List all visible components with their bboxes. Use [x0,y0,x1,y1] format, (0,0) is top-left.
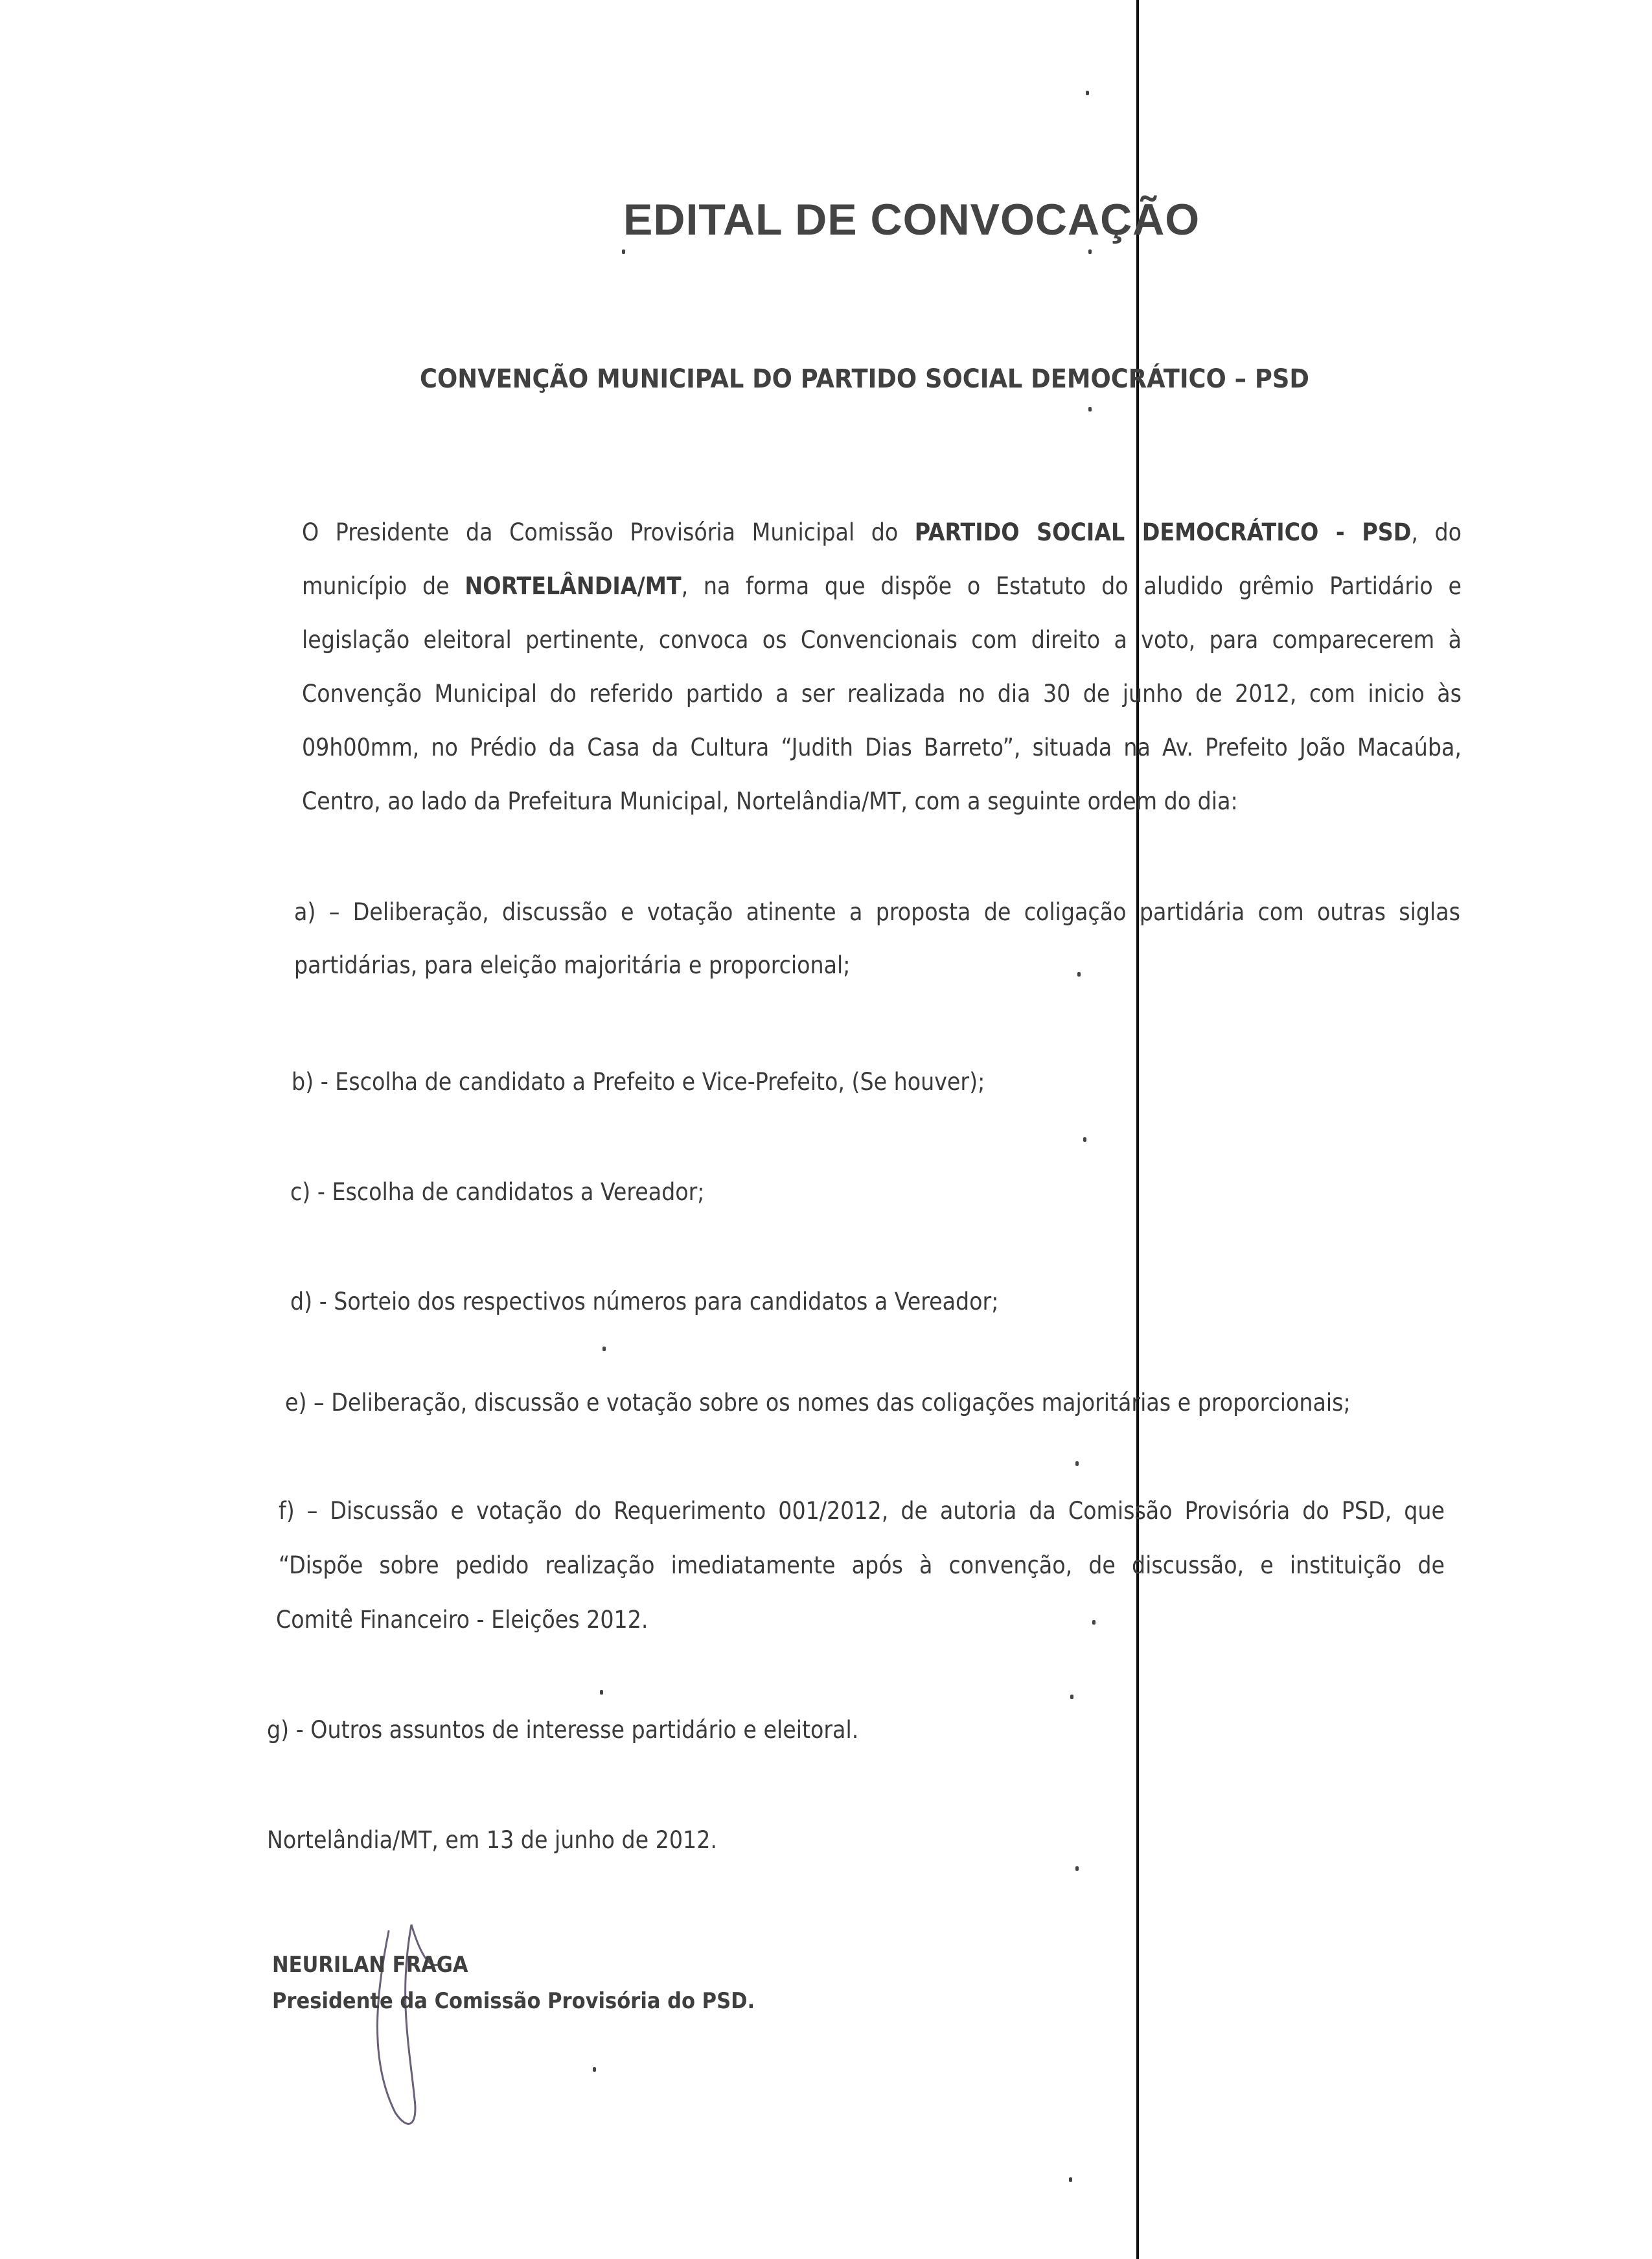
agenda-line: e) – Deliberação, discussão e votação sobre os nomes das coligações majoritárias e proporcionais; [285,1389,1351,1417]
agenda-line: partidárias, para eleição majoritária e proporcional; [294,951,851,979]
agenda-line: d) - Sorteio dos respectivos números para candidatos a Vereador; [290,1288,999,1315]
text-segment: , na forma que dispõe o Estatuto do aludido grêmio Partidário e [681,572,1462,600]
scan-speck [622,249,625,254]
scan-speck [1077,972,1081,977]
paragraph-line: legislação eleitoral pertinente, convoca os Convencionais com direito a voto, para comparecerem à [302,626,1462,654]
scan-speck [1075,1461,1079,1466]
agenda-line: g) - Outros assuntos de interesse partidário e eleitoral. [267,1716,859,1744]
scan-speck [1083,1137,1086,1142]
document-title: EDITAL DE CONVOCAÇÃO [623,195,1200,244]
paragraph-line: Centro, ao lado da Prefeitura Municipal, Nortelândia/MT, com a seguinte ordem do dia: [302,787,1238,815]
text-segment: O Presidente da Comissão Provisória Municipal do [302,518,915,546]
scan-speck [1086,91,1089,95]
handwritten-signature [350,1918,492,2138]
scan-speck [1069,2177,1072,2182]
text-segment: município de [302,572,465,600]
scan-speck [1092,1620,1096,1625]
scan-speck [1088,249,1092,254]
paragraph-line: Convenção Municipal do referido partido a ser realizada no dia 30 de junho de 2012, com inicio às [302,680,1462,708]
agenda-line: f) – Discussão e votação do Requerimento 001/2012, de autoria da Comissão Provisória do PSD, que [279,1497,1445,1525]
agenda-line: a) – Deliberação, discussão e votação atinente a proposta de coligação partidária com outras siglas [294,898,1460,926]
scan-speck [593,2067,596,2072]
agenda-line: Comitê Financeiro - Eleições 2012. [276,1606,648,1634]
scan-speck [1075,1866,1079,1871]
agenda-line: “Dispõe sobre pedido realização imediatamente após à convenção, de discussão, e instituição de [279,1551,1445,1579]
text-segment: , do [1411,518,1462,546]
signatory-role: Presidente da Comissão Provisória do PSD. [272,1988,755,2014]
party-name: PARTIDO SOCIAL DEMOCRÁTICO - PSD [914,518,1412,546]
municipality-name: NORTELÂNDIA/MT [465,572,682,600]
paragraph-line: 09h00mm, no Prédio da Casa da Cultura “Judith Dias Barreto”, situada na Av. Prefeito João Macaúba, [302,734,1462,761]
scan-artifact-vertical-line [1136,0,1139,2259]
paragraph-line [302,518,1462,546]
scan-speck [1088,407,1092,411]
agenda-line: c) - Escolha de candidatos a Vereador; [290,1178,705,1206]
paragraph-line [302,572,1462,600]
document-subtitle: CONVENÇÃO MUNICIPAL DO PARTIDO SOCIAL DEMOCRÁTICO – PSD [420,364,1309,394]
scan-speck [600,1690,603,1695]
signatory-name: NEURILAN FRAGA [272,1952,468,1978]
scan-speck [602,1347,606,1351]
scan-speck [1070,1695,1073,1699]
place-and-date: Nortelândia/MT, em 13 de junho de 2012. [267,1826,717,1854]
agenda-line: b) - Escolha de candidato a Prefeito e Vice-Prefeito, (Se houver); [292,1068,985,1096]
